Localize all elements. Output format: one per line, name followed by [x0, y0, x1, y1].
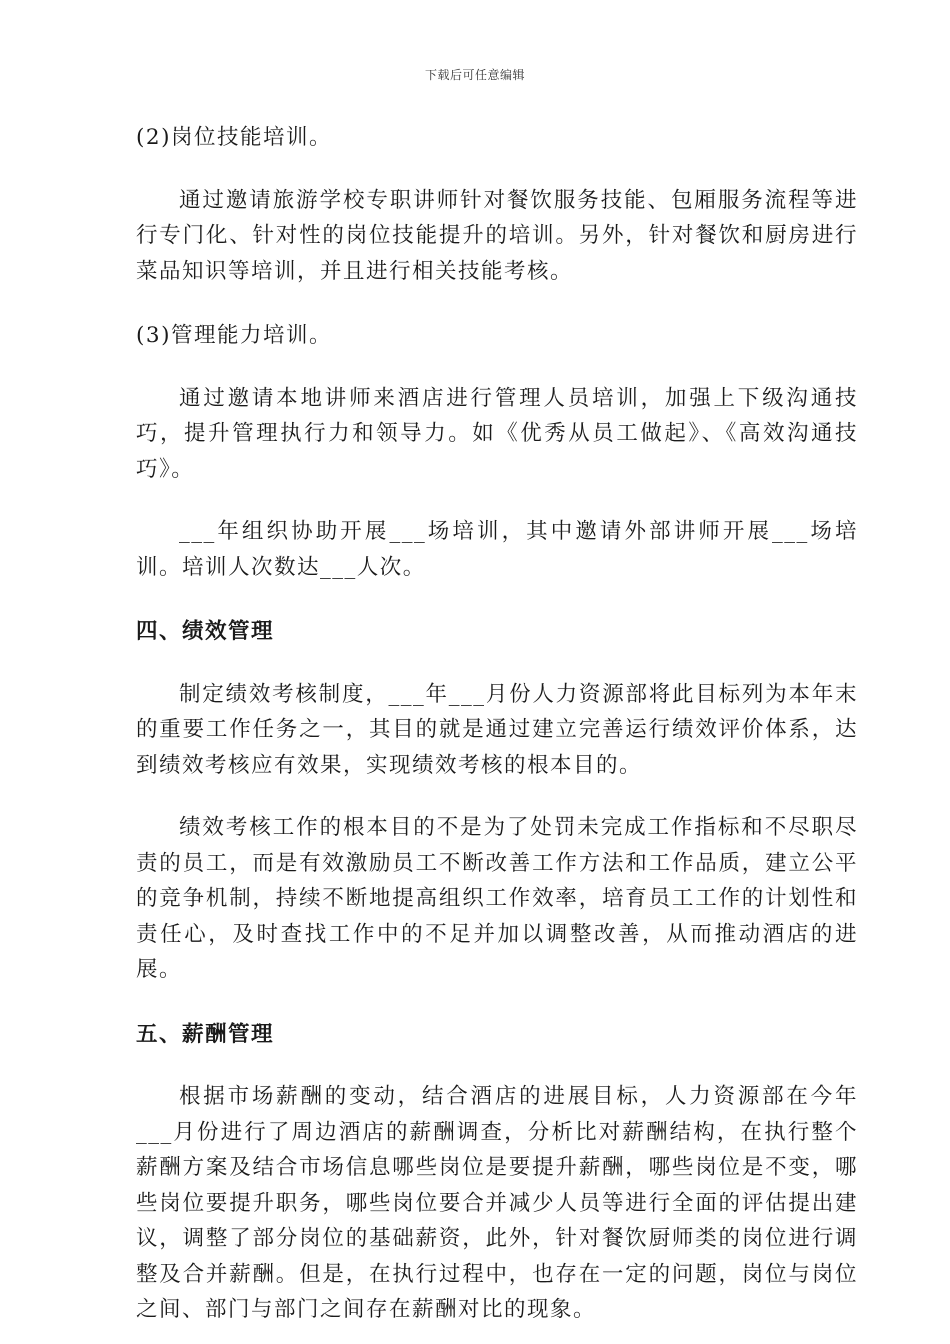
spacer [136, 1052, 858, 1079]
item-2-title: (2)岗位技能培训。 [136, 125, 332, 150]
section-5-paragraph-1: 根据市场薪酬的变动，结合酒店的进展目标，人力资源部在今年___月份进行了周边酒店的薪酬调查，分析比对薪酬结构，在执行整个薪酬方案及结合市场信息哪些岗位是要提升薪酬，哪些岗位是不变，哪些岗位要提升职务，哪些岗位要合并减少人员等进行全面的评估提出建议，调整了部分岗位的基础薪资，此外，针对餐饮厨师类的岗位进行调整及合并薪酬。但是，在执行过程中，也存在一定的问题，岗位与岗位之间、部门与部门之间存在薪酬对比的现象。 [136, 1084, 858, 1322]
section-4-heading: 四、绩效管理 [136, 619, 275, 644]
spacer [136, 650, 858, 677]
section-4-paragraph-2: 绩效考核工作的根本目的不是为了处罚未完成工作指标和不尽职尽责的员工，而是有效激励员工不断改善工作方法和工作品质，建立公平的竞争机制，持续不断地提高组织工作效率，培育员工工作的计划性和责任心，及时查找工作中的不足并加以调整改善，从而推动酒店的进展。 [136, 815, 858, 982]
section-4-paragraph-1: 制定绩效考核制度，___年___月份人力资源部将此目标列为本年末的重要工作任务之一，其目的就是通过建立完善运行绩效评价体系，达到绩效考核应有效果，实现绩效考核的根本目的。 [136, 681, 858, 778]
page-header-note: 下载后可任意编辑 [424, 68, 525, 82]
spacer [136, 988, 858, 1017]
section-5-heading: 五、薪酬管理 [136, 1021, 275, 1047]
item-3-title: (3)管理能力培训。 [136, 323, 332, 348]
spacer [136, 487, 858, 514]
spacer [136, 289, 858, 318]
spacer [136, 156, 858, 183]
training-stats-paragraph: ___年组织协助开展___场培训，其中邀请外部讲师开展___场培训。培训人次数达___人次。 [136, 519, 858, 580]
spacer [136, 354, 858, 381]
document-body [136, 120, 858, 1328]
spacer [136, 585, 858, 614]
item-2-body: 通过邀请旅游学校专职讲师针对餐饮服务技能、包厢服务流程等进行专门化、针对性的岗位技能提升的培训。另外，针对餐饮和厨房进行菜品知识等培训，并且进行相关技能考核。 [136, 187, 858, 284]
item-3-body: 通过邀请本地讲师来酒店进行管理人员培训，加强上下级沟通技巧，提升管理执行力和领导力。如《优秀从员工做起》、《高效沟通技巧》。 [136, 385, 858, 482]
spacer [136, 783, 858, 810]
